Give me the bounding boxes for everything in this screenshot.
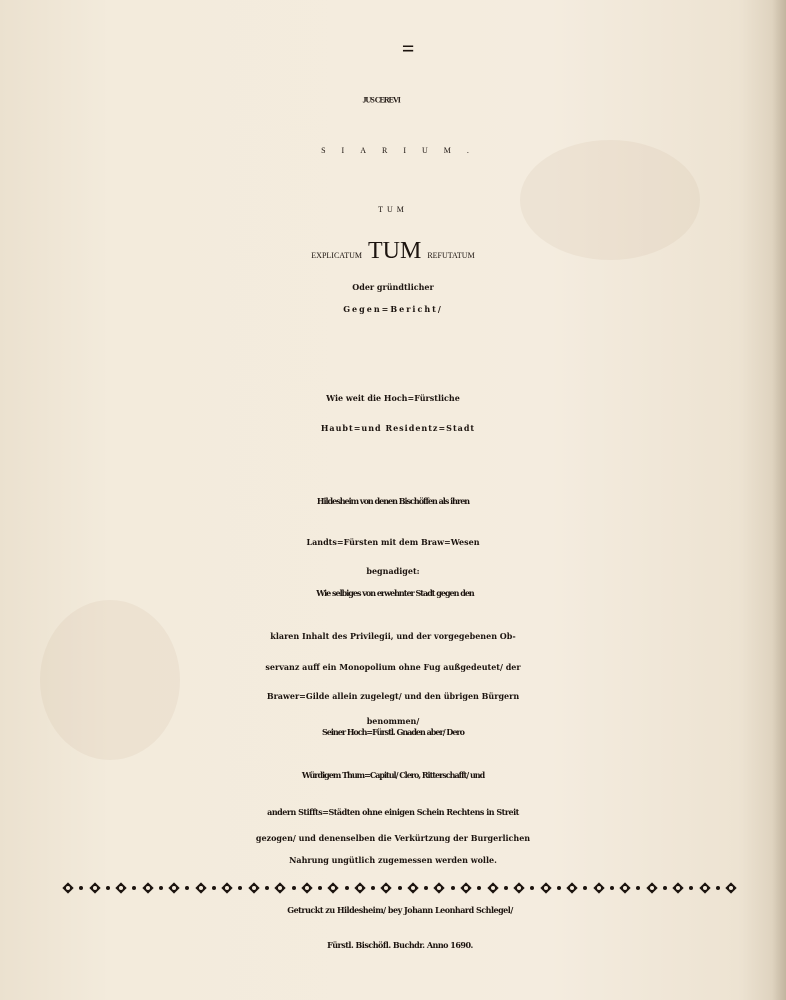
- text-line-13: klaren Inhalt des Privilegii, und der vorgegebenen Ob-: [270, 631, 516, 641]
- fleuron-icon: [274, 882, 286, 894]
- ornament-dot-icon: [689, 886, 693, 890]
- ornament-dot-icon: [451, 886, 455, 890]
- fleuron-icon: [593, 882, 605, 894]
- title-refutatum: REFUTATUM: [427, 251, 475, 260]
- title-line-1: [0, 37, 786, 104]
- fleuron-icon: [327, 882, 339, 894]
- ornament-dot-icon: [345, 886, 349, 890]
- text-line-17: Seiner Hoch=Fürstl. Gnaden aber/ Dero: [322, 727, 464, 737]
- ornament-dot-icon: [663, 886, 667, 890]
- ornament-dot-icon: [106, 886, 110, 890]
- text-line-7: Wie weit die Hoch=Fürstliche: [326, 393, 460, 403]
- ornament-dot-icon: [265, 886, 269, 890]
- fleuron-icon: [115, 882, 127, 894]
- fleuron-icon: [221, 882, 233, 894]
- ornament-dot-icon: [557, 886, 561, 890]
- fleuron-icon: [142, 882, 154, 894]
- fleuron-border-icon: [62, 878, 738, 898]
- text-line-18: Würdigem Thum=Capitul/ Clero, Ritterschafft/ und: [301, 770, 485, 780]
- ornament-dot-icon: [371, 886, 375, 890]
- title-line-2: SIARIUM.: [321, 146, 485, 155]
- text-line-12: Wie selbiges von erwehnter Stadt gegen den: [316, 588, 474, 598]
- ornament-dot-icon: [610, 886, 614, 890]
- text-line-19: andern Stiffts=Städten ohne einigen Schein Rechtens in Streit: [267, 807, 519, 817]
- ornament-dot-icon: [583, 886, 587, 890]
- title-line-3: TUM: [378, 205, 408, 214]
- fleuron-icon: [168, 882, 180, 894]
- ornament-dot-icon: [477, 886, 481, 890]
- ornament-dot-icon: [636, 886, 640, 890]
- fleuron-icon: [354, 882, 366, 894]
- subtitle-oder: Oder gründtlicher: [352, 282, 434, 292]
- fleuron-icon: [540, 882, 552, 894]
- title-tum: TUM: [367, 238, 422, 264]
- fleuron-icon: [619, 882, 631, 894]
- ornament-dot-icon: [212, 886, 216, 890]
- imprint-line-2: Fürstl. Bischöfl. Buchdr. Anno 1690.: [327, 940, 473, 950]
- ornament-dot-icon: [132, 886, 136, 890]
- fleuron-icon: [646, 882, 658, 894]
- fleuron-icon: [407, 882, 419, 894]
- ornament-dot-icon: [530, 886, 534, 890]
- fleuron-icon: [62, 882, 74, 894]
- text-line-11: begnadiget:: [366, 566, 420, 576]
- ornament-dot-icon: [185, 886, 189, 890]
- fleuron-icon: [89, 882, 101, 894]
- ornament-dot-icon: [504, 886, 508, 890]
- fleuron-icon: [195, 882, 207, 894]
- ornament-dot-icon: [79, 886, 83, 890]
- text-line-14: servanz auff ein Monopolium ohne Fug außgedeutet/ der: [265, 662, 521, 672]
- fleuron-icon: [433, 882, 445, 894]
- text-line-8: Haubt=und Residentz=Stadt: [320, 423, 476, 433]
- text-line-21: Nahrung ungütlich zugemessen werden wolle.: [289, 855, 497, 865]
- fleuron-icon: [248, 882, 260, 894]
- fleuron-icon: [380, 882, 392, 894]
- fleuron-icon: [513, 882, 525, 894]
- ornament-dot-icon: [238, 886, 242, 890]
- text-line-16: benommen/: [366, 716, 420, 726]
- title-line-4: [0, 239, 786, 263]
- ornament-dot-icon: [398, 886, 402, 890]
- fleuron-icon: [487, 882, 499, 894]
- text-line-20: gezogen/ und denenselben die Verkürtzung der Burgerlichen: [255, 833, 531, 843]
- ornament-dot-icon: [716, 886, 720, 890]
- title-explicatum: EXPLICATUM: [311, 251, 362, 260]
- ornament-dot-icon: [159, 886, 163, 890]
- title-hyphen: =: [401, 35, 414, 61]
- ornament-dot-icon: [292, 886, 296, 890]
- fleuron-icon: [460, 882, 472, 894]
- fleuron-icon: [725, 882, 737, 894]
- paper-stain: [40, 600, 180, 760]
- ornament-dot-icon: [424, 886, 428, 890]
- fleuron-icon: [301, 882, 313, 894]
- fleuron-icon: [699, 882, 711, 894]
- text-line-15: Brawer=Gilde allein zugelegt/ und den übrigen Bürgern: [266, 691, 520, 701]
- ornament-dot-icon: [318, 886, 322, 890]
- fleuron-icon: [672, 882, 684, 894]
- text-line-9: Hildesheim von denen Bischöffen als ihren: [316, 496, 470, 506]
- subtitle-gegen-bericht: Gegen=Bericht/: [343, 304, 443, 314]
- title-jus-cerevi: JUS CEREVI: [362, 95, 400, 105]
- text-line-10: Landts=Fürsten mit dem Braw=Wesen: [306, 537, 480, 547]
- imprint-line-1: Getruckt zu Hildesheim/ bey Johann Leonhard Schlegel/: [287, 905, 513, 915]
- fleuron-icon: [566, 882, 578, 894]
